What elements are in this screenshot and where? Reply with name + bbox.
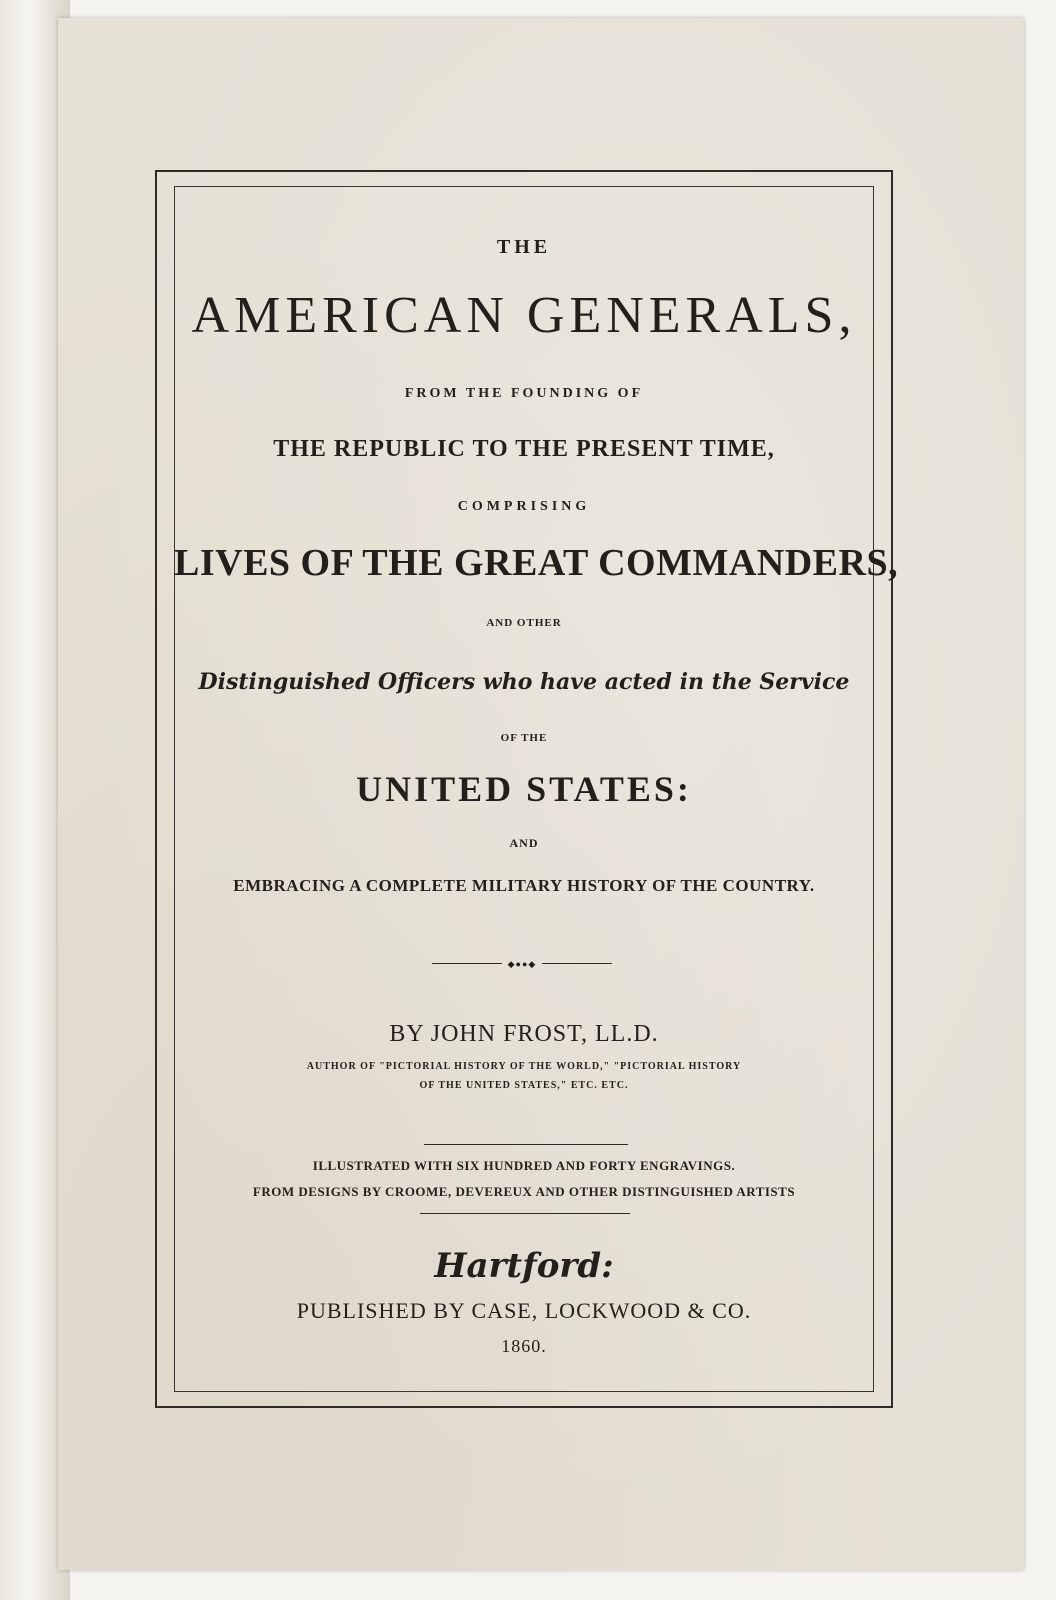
subtitle-comprising: COMPRISING (457, 499, 591, 514)
ornament-dots-icon: ◆●●◆ (507, 959, 537, 969)
subtitle-lives: LIVES OF THE GREAT COMMANDERS, (174, 542, 899, 584)
author-credits-2: OF THE UNITED STATES," ETC. ETC. (419, 1080, 629, 1091)
illustrated-line-1: ILLUSTRATED WITH SIX HUNDRED AND FORTY ENGRAVINGS. (312, 1158, 736, 1173)
main-title: AMERICAN GENERALS, (191, 287, 857, 344)
author-credits-1: AUTHOR OF "PICTORIAL HISTORY OF THE WORLD," "PICTORIAL HISTORY (306, 1061, 742, 1072)
subtitle-united-states: UNITED STATES: (356, 769, 692, 809)
subtitle-and: AND (509, 836, 539, 850)
illustrated-line-2: FROM DESIGNS BY CROOME, DEVEREUX AND OTHER DISTINGUISHED ARTISTS (252, 1184, 796, 1199)
ornament-left-bar (432, 963, 502, 964)
subtitle-and-other: AND OTHER (486, 617, 562, 629)
divider-rule-top (424, 1144, 628, 1145)
imprint-place: Hartford: (434, 1246, 614, 1286)
subtitle-of-the: OF THE (500, 732, 548, 744)
subtitle-republic: THE REPUBLIC TO THE PRESENT TIME, (273, 436, 775, 462)
ornamental-divider (432, 961, 612, 967)
subtitle-from: FROM THE FOUNDING OF (404, 386, 644, 401)
title-article: THE (496, 236, 552, 258)
subtitle-embracing: EMBRACING A COMPLETE MILITARY HISTORY OF THE COUNTRY. (233, 876, 815, 895)
divider-rule-bottom (420, 1213, 630, 1214)
title-page-content (174, 186, 899, 1392)
imprint-publisher: PUBLISHED BY CASE, LOCKWOOD & CO. (296, 1298, 752, 1323)
subtitle-distinguished: Distinguished Officers who have acted in the Service (198, 669, 850, 695)
author-line: BY JOHN FROST, LL.D. (389, 1021, 659, 1047)
imprint-year: 1860. (501, 1336, 547, 1356)
ornament-right-bar (542, 963, 612, 964)
